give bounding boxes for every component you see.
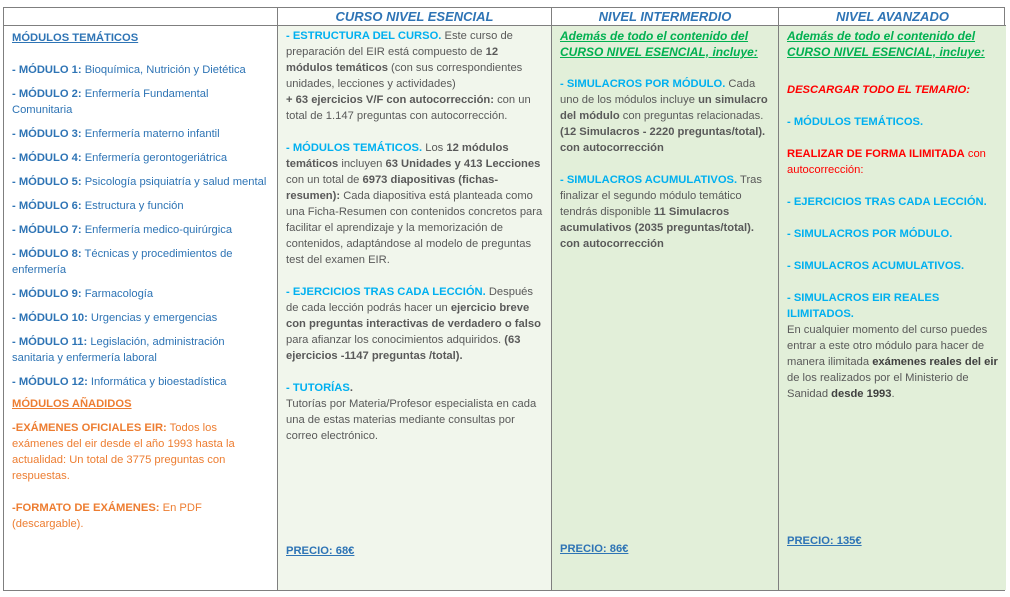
header-nivel-esencial: CURSO NIVEL ESENCIAL	[278, 8, 552, 26]
header-empty	[4, 8, 278, 26]
course-comparison-table	[3, 7, 1005, 591]
avanzado-item-exercises: - EJERCICIOS TRAS CADA LECCIÓN.	[787, 196, 987, 208]
thematic-modules-text: - MÓDULOS TEMÁTICOS. Los 12 módulos temáticos incluyen 63 Unidades y 413 Lecciones con un total de 6973 diapositivas (fichas-resumen): Cada diapositiva está planteada como una Ficha-Resumen con contenidos concretos para facilitar el aprendizaje y la memorización de contenidos, adaptándose al modelo de preguntas test del examen EIR.	[286, 142, 543, 266]
nivel-avanzado-column	[779, 26, 1006, 590]
avanzado-item-real-eir-sims: - SIMULACROS EIR REALES ILIMITADOS.	[787, 292, 940, 320]
module-item: - MÓDULO 11: Legislación, administración sanitaria y enfermería laboral	[12, 336, 225, 364]
modules-column	[4, 26, 278, 590]
module-item: - MÓDULO 6: Estructura y función	[12, 200, 184, 212]
price-esencial: PRECIO: 68€	[286, 545, 355, 557]
header-nivel-intermedio: NIVEL INTERMERDIO	[552, 8, 779, 26]
module-item: - MÓDULO 3: Enfermería materno infantil	[12, 128, 220, 140]
avanzado-item-cumulative-sims: - SIMULACROS ACUMULATIVOS.	[787, 260, 965, 272]
intermedio-lead: Además de todo el contenido del CURSO NIVEL ESENCIAL, incluye:	[560, 29, 758, 59]
exam-format-text: -FORMATO DE EXÁMENES: En PDF (descargable).	[12, 502, 202, 530]
module-item: - MÓDULO 8: Técnicas y procedimientos de enfermería	[12, 248, 233, 276]
nivel-intermedio-column	[552, 26, 779, 590]
price-avanzado: PRECIO: 135€	[787, 535, 862, 547]
module-item: - MÓDULO 9: Farmacología	[12, 288, 154, 300]
module-item: - MÓDULO 7: Enfermería medico-quirúrgica	[12, 224, 233, 236]
module-item: - MÓDULO 5: Psicología psiquiatría y salud mental	[12, 176, 267, 188]
added-modules-title: MÓDULOS AÑADIDOS	[12, 398, 132, 410]
avanzado-lead: Además de todo el contenido del CURSO NIVEL ESENCIAL, incluye:	[787, 29, 985, 59]
tutorials-title: - TUTORÍAS.	[286, 382, 353, 394]
real-eir-description: En cualquier momento del curso puedes entrar a este otro módulo para hacer de manera ilimitada exámenes reales del eir de los realizados por el Ministerio de Sanidad desde 1993.	[787, 324, 998, 400]
course-structure-text: - ESTRUCTURA DEL CURSO. Este curso de preparación del EIR está compuesto de 12 módulos temáticos (con sus correspondientes unidades, lecciones y actividades) + 63 ejercicios V/F con autocorrección: con un total de 1.147 preguntas con autocorrección.	[286, 30, 531, 122]
download-syllabus-text: DESCARGAR TODO EL TEMARIO:	[787, 84, 970, 96]
tutorials-text: Tutorías por Materia/Profesor especialista en cada una de estas materias mediante consultas por correo electrónico.	[286, 398, 537, 442]
avanzado-item-modules: - MÓDULOS TEMÁTICOS.	[787, 116, 924, 128]
price-intermedio: PRECIO: 86€	[560, 543, 629, 555]
module-item: - MÓDULO 12: Informática y bioestadística	[12, 376, 227, 388]
module-item: - MÓDULO 1: Bioquímica, Nutrición y Dietética	[12, 64, 246, 76]
header-nivel-avanzado: NIVEL AVANZADO	[779, 8, 1006, 26]
module-item: - MÓDULO 4: Enfermería gerontogeriátrica	[12, 152, 228, 164]
official-exams-text: -EXÁMENES OFICIALES EIR: Todos los exámenes del eir desde el año 1993 hasta la actualidad: Un total de 3775 preguntas con respuestas.	[12, 422, 235, 482]
unlimited-text: REALIZAR DE FORMA ILIMITADA con autocorrección:	[787, 148, 986, 176]
avanzado-item-module-sims: - SIMULACROS POR MÓDULO.	[787, 228, 953, 240]
module-item: - MÓDULO 2: Enfermería Fundamental Comunitaria	[12, 88, 209, 116]
cumulative-simulations-text: - SIMULACROS ACUMULATIVOS. Tras finalizar el segundo módulo temático tendrás disponible 11 Simulacros acumulativos (2035 preguntas/total). con autocorrección	[560, 174, 762, 250]
module-item: - MÓDULO 10: Urgencias y emergencias	[12, 312, 218, 324]
nivel-esencial-column	[278, 26, 552, 590]
modules-title: MÓDULOS TEMÁTICOS	[12, 32, 139, 44]
module-simulations-text: - SIMULACROS POR MÓDULO. Cada uno de los módulos incluye un simulacro del módulo con preguntas relacionadas. (12 Simulacros - 2220 preguntas/total). con autocorrección	[560, 78, 768, 154]
lesson-exercises-text: - EJERCICIOS TRAS CADA LECCIÓN. Después de cada lección podrás hacer un ejercicio breve con preguntas interactivas de verdadero o falso para afianzar los conocimientos adquiridos. (63 ejercicios -1147 preguntas /total).	[286, 286, 541, 362]
